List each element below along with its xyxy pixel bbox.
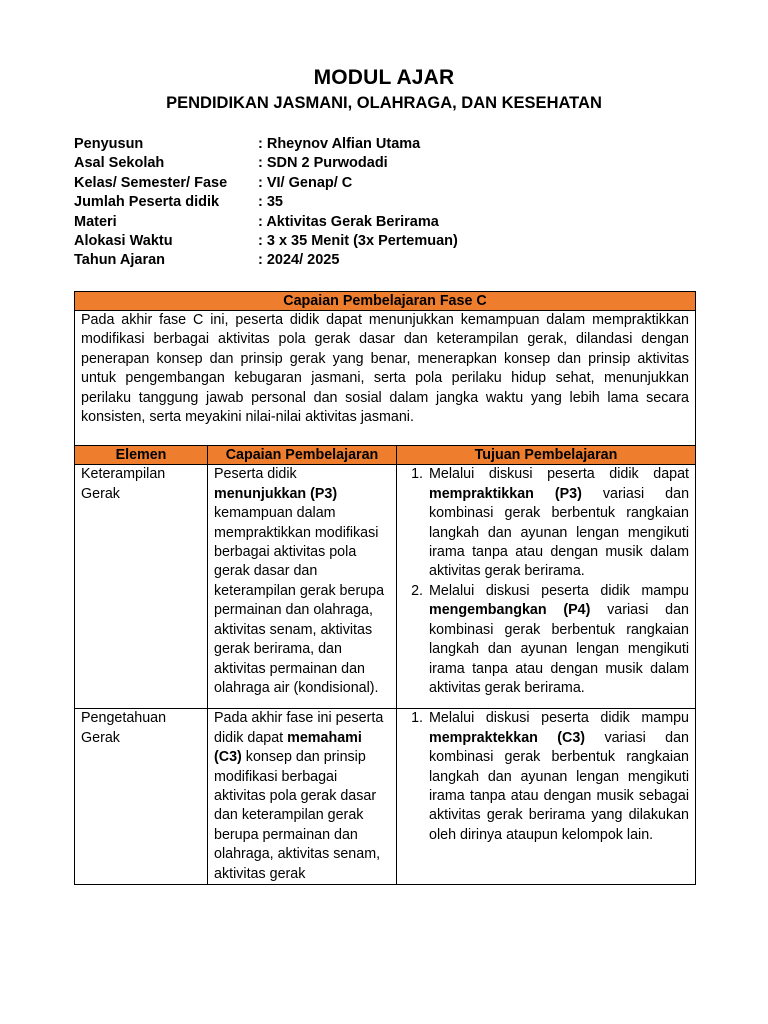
tujuan-text-part: Melalui diskusi peserta didik dapat (429, 466, 690, 483)
list-item (427, 709, 689, 845)
tujuan-list (403, 709, 689, 845)
info-label: Jumlah Peserta didik (74, 194, 220, 211)
tujuan-list (403, 465, 689, 698)
info-row-alokasi-waktu (74, 232, 458, 251)
info-label: Tahun Ajaran (74, 252, 166, 269)
tujuan-text-part: Melalui diskusi peserta didik mampu (429, 710, 690, 727)
elemen-cell (75, 709, 208, 885)
info-value: : Aktivitas Gerak Berirama (258, 213, 439, 230)
tujuan-cell (397, 709, 696, 885)
capaian-text-part: Peserta didik (214, 466, 297, 483)
table-row (75, 465, 696, 709)
tujuan-keyword: mempraktikkan (P3) (429, 485, 582, 502)
capaian-cell (208, 709, 397, 885)
info-label: Penyusun (74, 136, 144, 152)
column-header-capaian: Capaian Pembelajaran (208, 446, 397, 465)
capaian-text-part: Pada akhir fase ini peserta didik dapat (214, 710, 384, 746)
info-value: : 2024/ 2025 (258, 252, 340, 269)
info-row-asal-sekolah (74, 154, 458, 173)
column-header-elemen: Elemen (75, 446, 208, 465)
cp-fase-header: Capaian Pembelajaran Fase C (75, 292, 696, 311)
document-subtitle: PENDIDIKAN JASMANI, OLAHRAGA, DAN KESEHATAN (166, 94, 602, 112)
capaian-text-part: konsep dan prinsip modifikasi berbagai aktivitas pola gerak dasar dan keterampilan gerak berupa permainan dan olahraga, aktivitas senam, aktivitas gerak (214, 749, 381, 882)
info-row-materi (74, 213, 458, 232)
tujuan-text-part: variasi dan kombinasi gerak berbentuk rangkaian langkah dan ayunan lengan mengikuti irama tanpa atau dengan musik dalam aktivitas gerak berirama. (429, 485, 690, 580)
info-row-penyusun (74, 135, 458, 154)
info-row-kelas (74, 174, 458, 193)
info-label: Kelas/ Semester/ Fase (74, 174, 228, 191)
document-title: MODUL AJAR (313, 66, 455, 89)
tujuan-text-part: variasi dan kombinasi gerak berbentuk rangkaian langkah dan ayunan lengan mengikuti irama tanpa atau dengan musik sebagai aktivitas gerak berirama yang dilakukan oleh dirinya ataupun kelompok lain. (429, 729, 690, 843)
list-item (427, 465, 689, 581)
table-row (75, 709, 696, 885)
module-info (74, 135, 458, 271)
tujuan-text-part: variasi dan kombinasi gerak berbentuk rangkaian langkah dan ayunan lengan mengikuti irama tanpa atau dengan musik dalam aktivitas gerak berirama. (429, 602, 690, 696)
column-header-tujuan: Tujuan Pembelajaran (397, 446, 696, 465)
info-value: : 35 (258, 194, 283, 211)
list-item (427, 582, 689, 698)
info-label: Materi (74, 213, 117, 230)
info-value: : VI/ Genap/ C (258, 174, 353, 191)
tujuan-text-part: Melalui diskusi peserta didik mampu (429, 582, 690, 599)
info-row-tahun-ajaran (74, 251, 458, 270)
info-label: Alokasi Waktu (74, 232, 173, 249)
elemen-cell (75, 465, 208, 709)
cp-fase-text: Pada akhir fase C ini, peserta didik dapat menunjukkan kemampuan dalam mempraktikkan modifikasi berbagai aktivitas pola gerak dasar dan keterampilan gerak, dilandasi dengan penerapan konsep dan prinsip gerak yang benar, menerapkan konsep dan prinsip aktivitas untuk pengembangan kebugaran jasmani, serta pola perilaku hidup sehat, menunjukkan perilaku tanggung jawab personal dan sosial dalam jangka waktu yang lebih lama secara konsisten, serta meyakini nilai-nilai aktivitas jasmani. (75, 311, 696, 446)
tujuan-cell (397, 465, 696, 709)
info-row-jumlah-peserta (74, 193, 458, 212)
info-label: Asal Sekolah (74, 155, 165, 172)
capaian-keyword: menunjukkan (P3) (214, 485, 338, 502)
info-value: : 3 x 35 Menit (3x Pertemuan) (258, 232, 458, 249)
elemen-text: Pengetahuan Gerak (81, 710, 167, 746)
tujuan-keyword: mempraktekkan (C3) (429, 729, 586, 746)
capaian-text (214, 709, 390, 884)
tujuan-keyword: mengembangkan (P4) (429, 602, 591, 619)
capaian-text-part: kemampuan dalam mempraktikkan modifikasi berbagai aktivitas pola gerak dasar dan keterampilan gerak berupa permainan dan olahraga, aktivitas senam, aktivitas gerak berirama, dan aktivitas permainan dan olahraga air (kondisional). (214, 505, 385, 696)
info-value: : SDN 2 Purwodadi (258, 155, 388, 172)
info-value: : Rheynov Alfian Utama (258, 136, 421, 152)
capaian-text (214, 465, 390, 708)
learning-outcomes-table (74, 291, 696, 885)
elemen-text: Keterampilan Gerak (81, 466, 166, 502)
capaian-keyword: memahami (C3) (214, 729, 362, 766)
capaian-cell (208, 465, 397, 709)
